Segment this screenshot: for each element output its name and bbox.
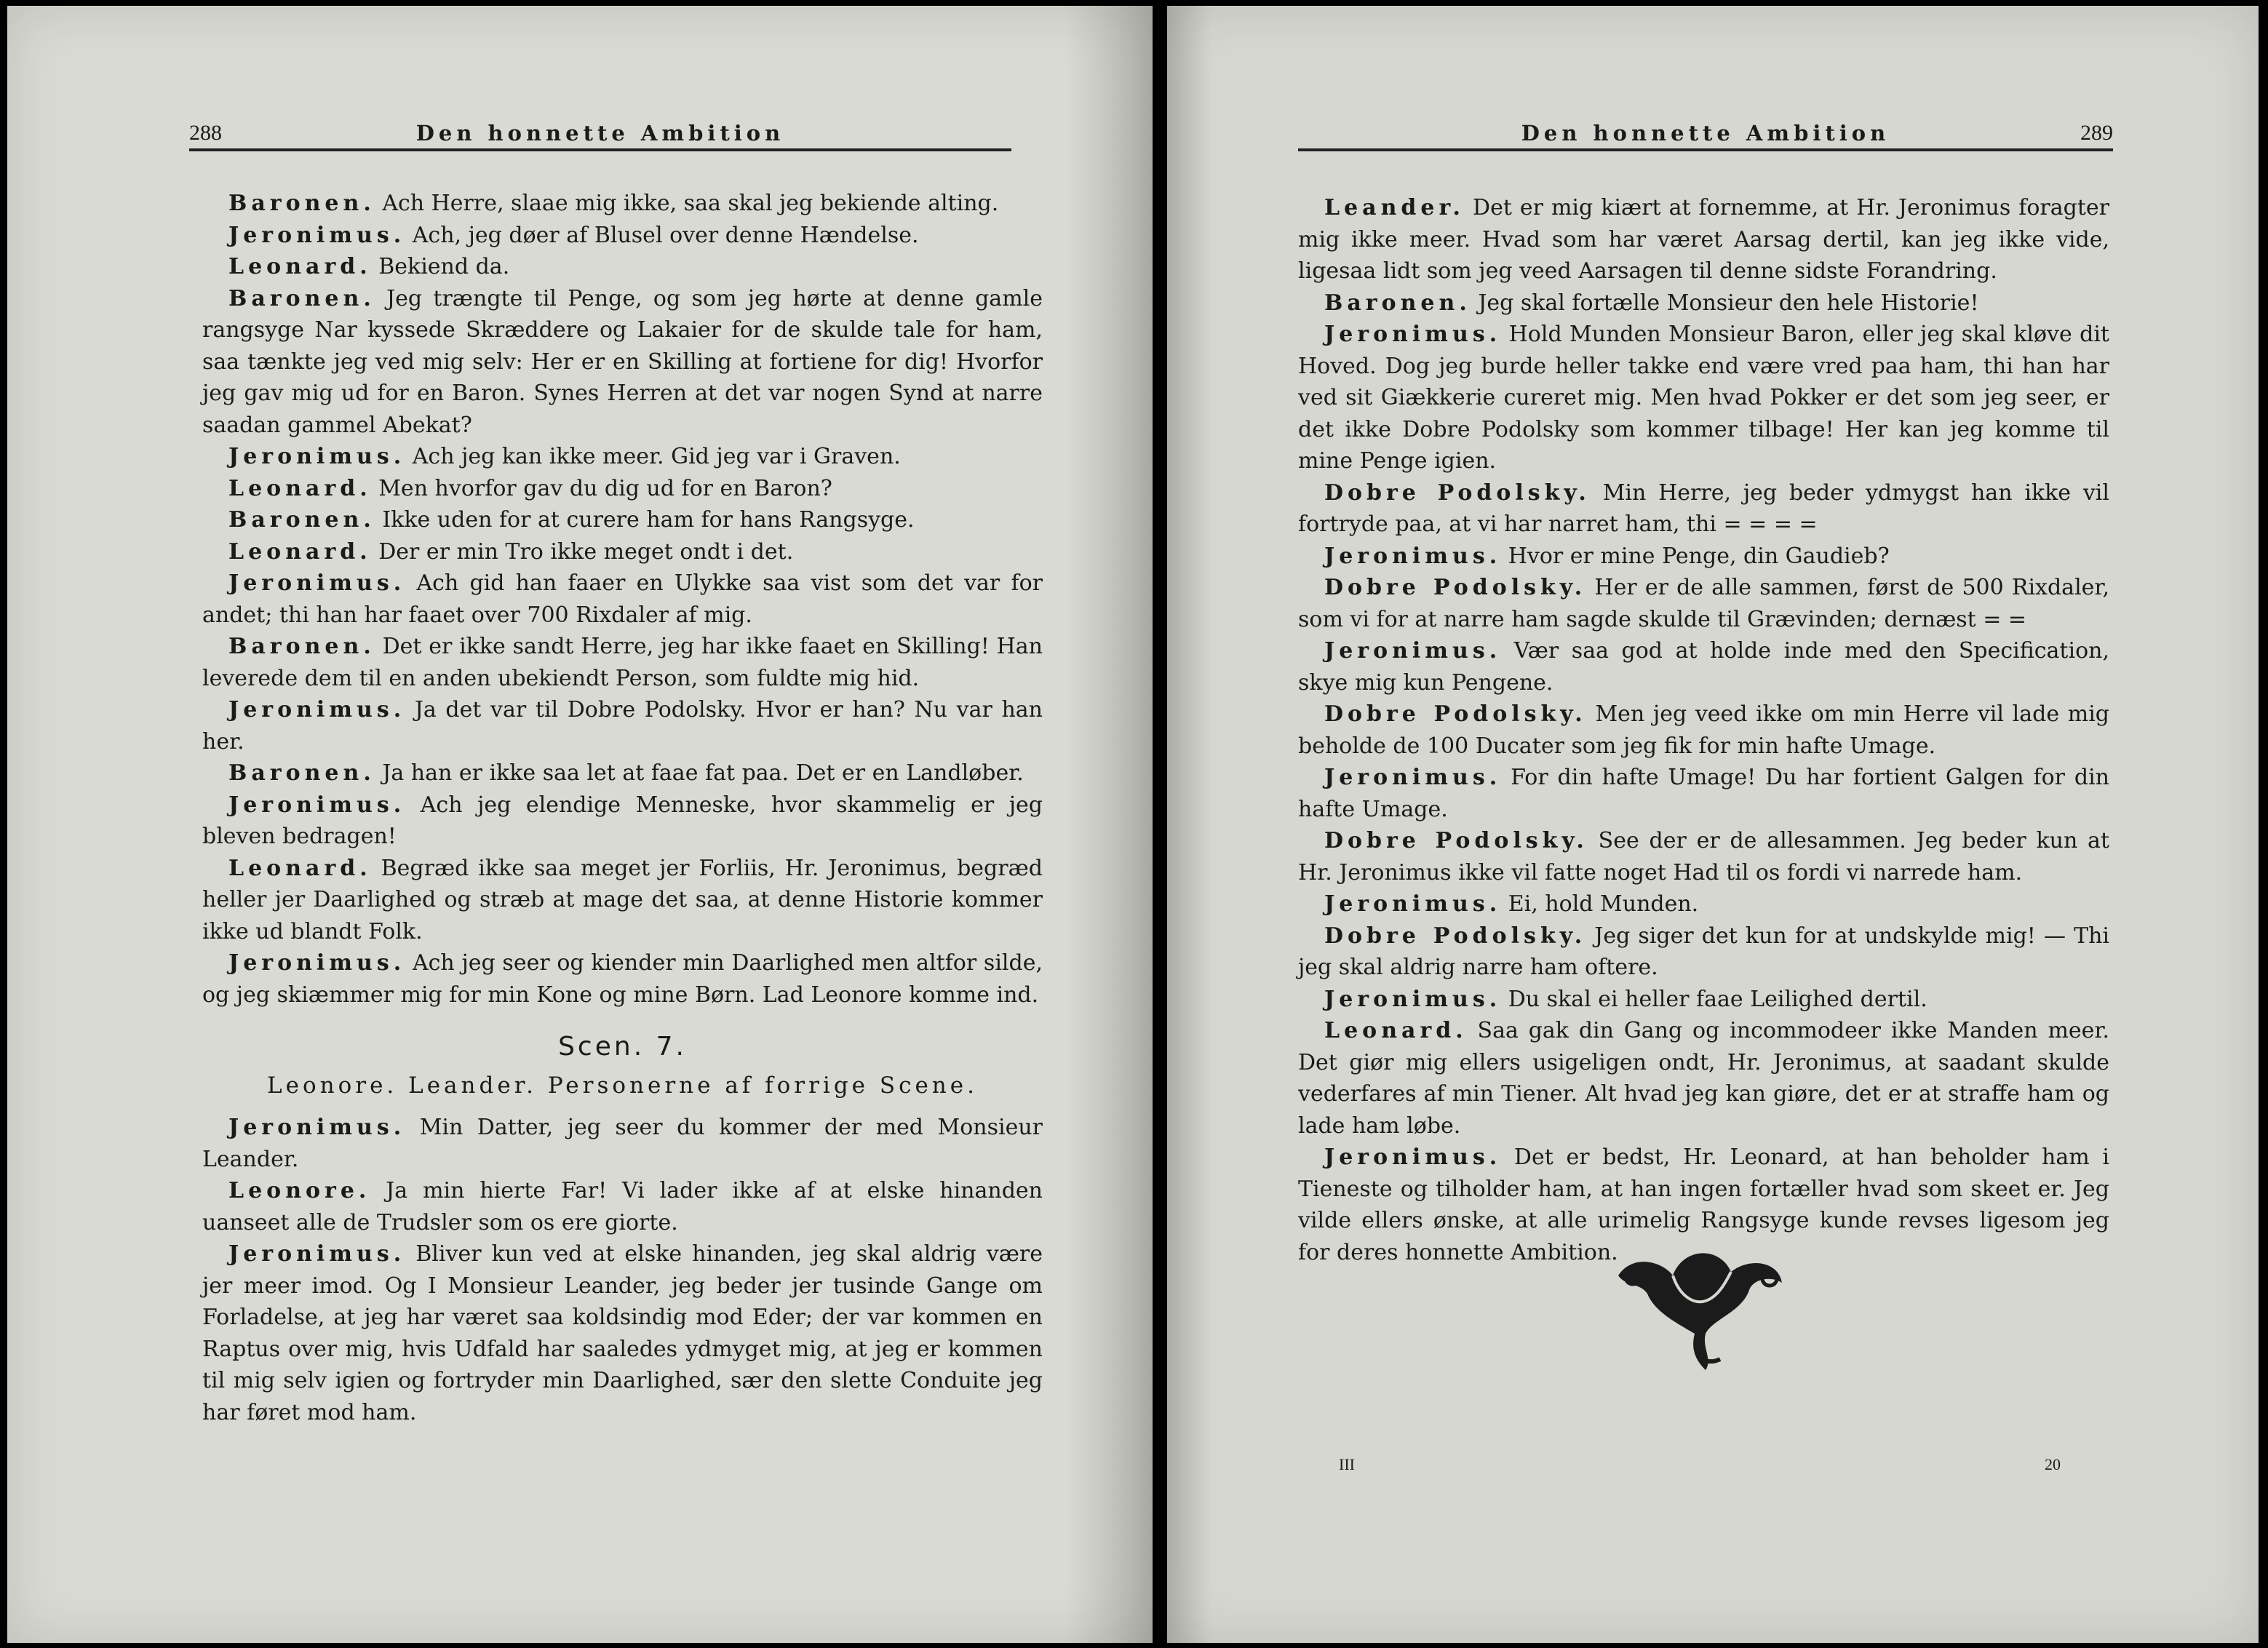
- speech-text: Min Datter, jeg seer du kommer der med Monsieur Leander.: [202, 1115, 1043, 1172]
- speaker-name: Jeronimus.: [1324, 891, 1502, 917]
- dialogue-line: [1298, 319, 2109, 477]
- speaker-name: Baronen.: [228, 760, 375, 786]
- speaker-name: Jeronimus.: [1324, 1145, 1502, 1170]
- dialogue-line: [202, 947, 1043, 1011]
- dialogue-line: [1298, 572, 2109, 635]
- header-rule: [189, 148, 1011, 151]
- dialogue-block: [1298, 192, 2109, 1268]
- speech-text: Jeg siger det kun for at undskylde mig! — Thi jeg skal aldrig narre ham oftere.: [1298, 923, 2110, 980]
- dialogue-line: [202, 568, 1043, 631]
- speaker-name: Jeronimus.: [1324, 765, 1502, 790]
- dialogue-line: [202, 631, 1043, 694]
- dialogue-line: [202, 188, 1043, 220]
- speech-text: Ach jeg seer og kiender min Daarlighed men altfor silde, og jeg skiæmmer mig for min Kone og mine Børn. Lad Leonore komme ind.: [202, 950, 1043, 1008]
- speech-text: Hold Munden Monsieur Baron, eller jeg skal kløve dit Hoved. Dog jeg burde heller takke end være vred paa ham, thi han har ved sit Giækkerie cureret mig. Men hvad Pokker er det som jeg seer, er det ikke Dobre Podolsky som kommer tilbage! Her kan jeg komme til mine Penge igien.: [1298, 322, 2109, 474]
- speaker-name: Leonard.: [228, 855, 372, 881]
- dialogue-line: [202, 1238, 1043, 1428]
- speech-text: Det er bedst, Hr. Leonard, at han beholder ham i Tieneste og tilholder ham, at han ingen fortæller hvad som skeet er. Jeg vilde ellers ønske, at alle urimelig Rangsyge kunde revses ligesom jeg for deres honnette Ambition.: [1298, 1145, 2109, 1265]
- dialogue-line: [1298, 192, 2109, 287]
- dialogue-block: [202, 188, 1043, 1011]
- speaker-name: Baronen.: [1324, 290, 1471, 316]
- speech-text: Ja han er ikke saa let at faae fat paa. Det er en Landløber.: [382, 760, 1024, 786]
- page-number: 289: [2080, 121, 2113, 145]
- gutter-shadow: [1167, 6, 1211, 1643]
- speech-text: See der er de allesammen. Jeg beder kun at Hr. Jeronimus ikke vil fatte noget Had til os fordi vi narrede ham.: [1298, 828, 2110, 885]
- dialogue-line: [202, 694, 1043, 757]
- speech-text: Men jeg veed ikke om min Herre vil lade mig beholde de 100 Ducater som jeg fik for min hafte Umage.: [1298, 701, 2110, 759]
- speaker-name: Leonore.: [228, 1178, 371, 1203]
- speaker-name: Dobre Podolsky.: [1324, 828, 1588, 853]
- dialogue-line: [1298, 635, 2109, 698]
- speech-text: Bekiend da.: [378, 254, 510, 279]
- signature-mark: III: [1339, 1455, 1355, 1473]
- speech-text: Ach Herre, slaae mig ikke, saa skal jeg bekiende alting.: [382, 191, 999, 216]
- scene-title: Scen. 7.: [558, 1032, 687, 1062]
- header-rule: [1298, 148, 2113, 151]
- speech-text: Men hvorfor gav du dig ud for en Baron?: [378, 475, 832, 501]
- dialogue-line: [1298, 762, 2109, 825]
- speaker-name: Jeronimus.: [228, 444, 406, 469]
- dialogue-line: [1298, 825, 2109, 888]
- speech-text: Vær saa god at holde inde med den Specification, skye mig kun Pengene.: [1298, 638, 2110, 696]
- speaker-name: Baronen.: [228, 191, 375, 216]
- page-header: [189, 115, 1011, 151]
- dialogue-line: [1298, 920, 2109, 984]
- scene-cast: Leonore. Leander. Personerne af forrige Scene.: [267, 1072, 978, 1099]
- dialogue-block: [202, 1112, 1043, 1428]
- dialogue-line: [202, 220, 1043, 252]
- speech-text: Du skal ei heller faae Leilighed dertil.: [1508, 986, 1927, 1012]
- speech-text: Bliver kun ved at elske hinanden, jeg skal aldrig være jer meer imod. Og I Monsieur Leander, jeg beder jer tusinde Gange om Forladelse, at jeg har været saa koldsindig mod Eder; der var kommen en Raptus over mig, hvis Udfald har saaledes ydmyget mig, at jeg er kommen til mig selv igien og fortryder min Daarlighed, sær den slette Conduite jeg har føret mod ham.: [202, 1241, 1043, 1425]
- speaker-name: Jeronimus.: [228, 792, 406, 818]
- dialogue-line: [202, 441, 1043, 473]
- speaker-name: Jeronimus.: [1324, 543, 1502, 569]
- speech-text: Ja det var til Dobre Podolsky. Hvor er han? Nu var han her.: [202, 697, 1043, 755]
- dialogue-line: [1298, 888, 2109, 920]
- speaker-name: Jeronimus.: [1324, 322, 1502, 347]
- page-number: 288: [189, 121, 222, 145]
- dialogue-line: [1298, 984, 2109, 1016]
- speech-text: Jeg trængte til Penge, og som jeg hørte at denne gamle rangsyge Nar kyssede Skræddere og Lakaier for de skulde tale for ham, saa tænkte jeg ved mig selv: Her er en Skilling at fortiene for dig! Hvorfor jeg gav mig ud for en Baron. Synes Herren at det var nogen Synd at narre saadan gammel Abekat?: [202, 285, 1043, 438]
- speech-text: Der er min Tro ikke meget ondt i det.: [378, 538, 794, 565]
- page-body: [202, 188, 1043, 1428]
- speaker-name: Jeronimus.: [228, 222, 406, 248]
- speech-text: Ach jeg kan ikke meer. Gid jeg var i Graven.: [412, 444, 901, 469]
- speech-text: Begræd ikke saa meget jer Forliis, Hr. Jeronimus, begræd heller jer Daarlighed og stræb at mage det saa, at denne Historie kommer ikke ud blandt Folk.: [202, 855, 1043, 944]
- speaker-name: Jeronimus.: [228, 1241, 406, 1267]
- dialogue-line: [202, 251, 1043, 283]
- speech-text: Ach jeg elendige Menneske, hvor skammelig er jeg bleven bedragen!: [202, 792, 1043, 849]
- speaker-name: Jeronimus.: [228, 1115, 406, 1140]
- speech-text: Ja min hierte Far! Vi lader ikke af at elske hinanden uanseet alle de Trudsler som os ere giorte.: [202, 1178, 1043, 1235]
- speech-text: Her er de alle sammen, først de 500 Rixdaler, som vi for at narre ham sagde skulde til Grævinden; dernæst = =: [1298, 575, 2109, 632]
- dialogue-line: [202, 757, 1043, 789]
- speaker-name: Baronen.: [228, 507, 375, 533]
- speaker-name: Jeronimus.: [228, 697, 406, 723]
- left-page: [7, 6, 1153, 1643]
- speech-text: Jeg skal fortælle Monsieur den hele Historie!: [1478, 290, 1979, 316]
- speaker-name: Jeronimus.: [228, 570, 406, 596]
- speaker-name: Baronen.: [228, 285, 375, 311]
- dialogue-line: [1298, 477, 2109, 541]
- dialogue-line: [1298, 287, 2109, 319]
- speaker-name: Dobre Podolsky.: [1324, 923, 1587, 949]
- dialogue-line: [1298, 541, 2109, 573]
- speaker-name: Leander.: [1324, 195, 1465, 220]
- speaker-name: Leonard.: [228, 475, 372, 501]
- speech-text: Ikke uden for at curere ham for hans Rangsyge.: [382, 507, 915, 533]
- dialogue-line: [1298, 1015, 2109, 1142]
- dialogue-line: [202, 853, 1043, 948]
- speaker-name: Leonard.: [1324, 1018, 1468, 1043]
- speech-text: Ei, hold Munden.: [1508, 891, 1699, 917]
- dialogue-line: [202, 789, 1043, 853]
- speaker-name: Jeronimus.: [228, 950, 406, 976]
- dialogue-line: [202, 1112, 1043, 1175]
- ornament-vignette: [1604, 1232, 1793, 1377]
- speaker-name: Dobre Podolsky.: [1324, 479, 1591, 506]
- speaker-name: Jeronimus.: [1324, 638, 1502, 664]
- page-header: [1298, 115, 2113, 151]
- speaker-name: Leonard.: [228, 254, 372, 279]
- dialogue-line: [202, 504, 1043, 536]
- page-body: [1298, 192, 2109, 1268]
- speech-text: Hvor er mine Penge, din Gaudieb?: [1508, 543, 1890, 569]
- right-page: [1167, 6, 2259, 1643]
- speech-text: Saa gak din Gang og incommodeer ikke Manden meer. Det giør mig ellers usigeligen ondt, Hr. Jeronimus, at saadant skulde vederfares af min Tiener. Alt hvad jeg kan giøre, det er at straffe ham og lade ham løbe.: [1298, 1018, 2109, 1139]
- dialogue-line: [202, 473, 1043, 505]
- speech-text: Min Herre, jeg beder ydmygst han ikke vil fortryde paa, at vi har narret ham, thi = = = =: [1298, 479, 2109, 537]
- dialogue-line: [202, 1175, 1043, 1238]
- speech-text: Det er ikke sandt Herre, jeg har ikke faaet en Skilling! Han leverede dem til en anden ubekiendt Person, som fuldte mig hid.: [202, 634, 1043, 691]
- running-head: Den honnette Ambition: [1521, 121, 1890, 146]
- dialogue-line: [202, 283, 1043, 442]
- gutter-shadow: [1065, 6, 1153, 1643]
- speech-text: For din hafte Umage! Du har fortient Galgen for din hafte Umage.: [1298, 765, 2109, 822]
- speech-text: Ach, jeg døer af Blusel over denne Hændelse.: [412, 222, 919, 248]
- speech-text: Det er mig kiært at fornemme, at Hr. Jeronimus foragter mig ikke meer. Hvad som har været Aarsag dertil, kan jeg ikke vide, ligesaa lidt som jeg veed Aarsagen til denne sidste Forandring.: [1298, 195, 2110, 284]
- speaker-name: Jeronimus.: [1324, 986, 1502, 1012]
- speaker-name: Baronen.: [228, 634, 375, 659]
- running-head: Den honnette Ambition: [415, 121, 785, 146]
- speech-text: Ach gid han faaer en Ulykke saa vist som det var for andet; thi han har faaet over 700 Rixdaler af mig.: [202, 570, 1043, 628]
- dialogue-line: [202, 536, 1043, 568]
- speaker-name: Leonard.: [228, 538, 372, 565]
- speaker-name: Dobre Podolsky.: [1324, 575, 1587, 600]
- speaker-name: Dobre Podolsky.: [1324, 701, 1587, 727]
- signature-number: 20: [2045, 1455, 2061, 1473]
- dialogue-line: [1298, 698, 2109, 762]
